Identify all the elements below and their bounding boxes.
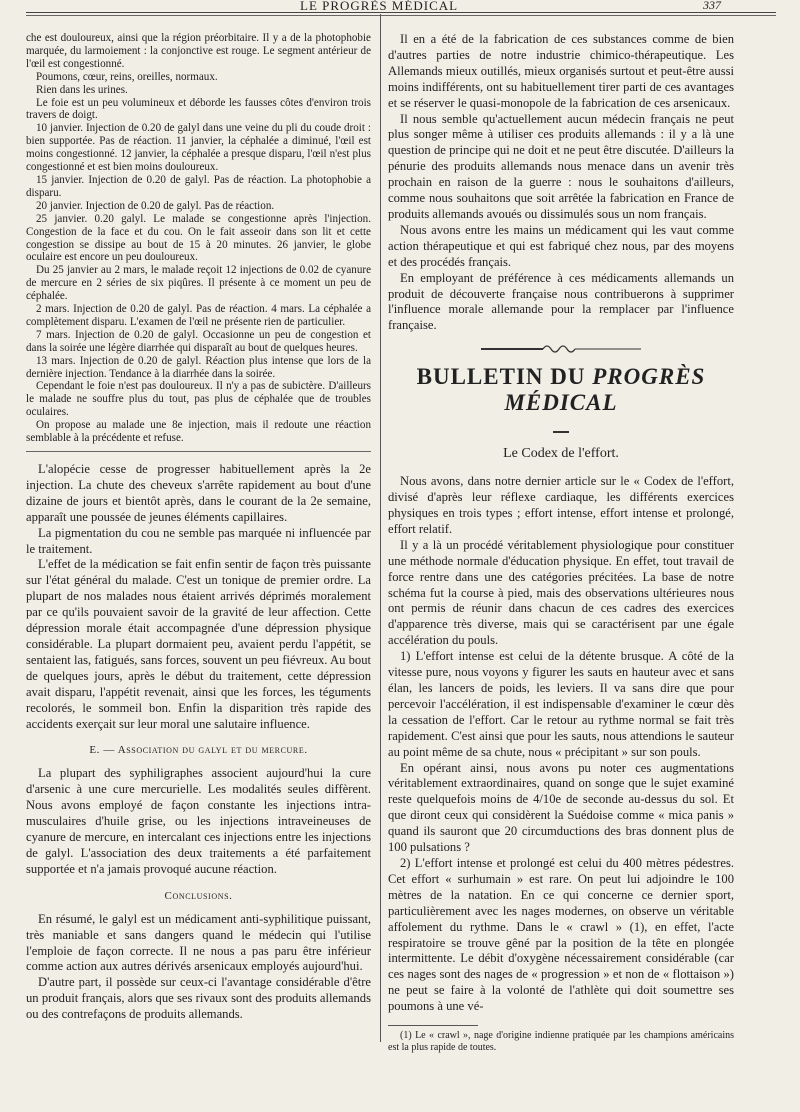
case-paragraph: che est douloureux, ainsi que la région préorbitaire. Il y a de la photophobie marquée, du larmoiement : la conjonctive est rouge. Le segment antérieur de l'œil est congestionné. <box>26 32 371 70</box>
case-paragraph: 7 mars. Injection de 0.20 de galyl. Occasionne un peu de congestion et dans la soirée une légère diarrhée qui disparaît au bout de quelques heures. <box>26 328 371 354</box>
bulletin-heading-italic: PROGRÈS MÉDICAL <box>504 364 706 416</box>
section-separator <box>26 451 371 452</box>
journal-title: LE PROGRÈS MÉDICAL <box>300 0 459 13</box>
bulletin-heading <box>388 364 734 416</box>
footnote: (1) Le « crawl », nage d'origine indienne pratiquée par les champions américains est la plus rapide de toutes. <box>388 1030 734 1054</box>
body-paragraph: Nous avons entre les mains un médicament qui les vaut comme action thérapeutique et qui est fabriqué chez nous, par des moyens et des procédés français. <box>388 222 734 269</box>
page-number: 337 <box>703 0 721 12</box>
ornamental-divider <box>388 334 734 364</box>
case-paragraph: 20 janvier. Injection de 0.20 de galyl. Pas de réaction. <box>36 199 275 212</box>
header-rule-secondary <box>26 15 776 16</box>
case-paragraph: Le foie est un peu volumineux et déborde les fausses côtes d'environ trois travers de doigt. <box>26 96 371 122</box>
right-column <box>388 32 734 1054</box>
conclusions-heading: Conclusions. <box>164 889 233 902</box>
right-top-text <box>388 32 734 334</box>
footnote-rule <box>388 1025 478 1026</box>
case-paragraph: 15 janvier. Injection de 0.20 de galyl. Pas de réaction. La photophobie a disparu. <box>26 173 371 199</box>
body-paragraph: En employant de préférence à ces médicaments allemands un produit de découverte française nous contribuerons à supprimer l'influence morale allemande pour la remplacer par l'influence française. <box>388 270 734 333</box>
heading-dash <box>388 420 734 438</box>
conclusions-text <box>26 912 371 1023</box>
body-paragraph: D'autre part, il possède sur ceux-ci l'avantage considérable d'être un produit français, alors que ses rivaux sont des produits allemands ou des contrefaçons de produits allemands. <box>26 975 371 1022</box>
body-paragraph: L'alopécie cesse de progresser habituellement après la 2e injection. La chute des cheveux s'arrête rapidement au bout d'une dizaine de jours et bientôt après, dans le courant de la 2e semaine, apparaît une poussée de jeunes éléments capillaires. <box>26 462 371 524</box>
body-paragraph: 2) L'effort intense et prolongé est celui du 400 mètres pédestres. Cet effort « surhumain » est rare. On peut lui adjoindre le 100 mètres de la natation. En ce qui concerne ce dernier sport, particulièrement avec les nages modernes, on observe un véritable affolement du rythme. Dans le « crawl » (1), en effet, l'acte respiratoire se trouve gêné par la position de la tête en plongée intermittente. Le débit d'oxygène nécessairement considérable (car ces nages sont des nages de « progression » et non de « flottaison ») ne peut se faire à la volonté de l'athlète qui doit soumettre ses poumons à une vé- <box>388 855 734 1014</box>
section-e-heading: E. — Association du galyl et du mercure. <box>89 744 308 757</box>
body-paragraph: Il nous semble qu'actuellement aucun médecin français ne peut plus songer même à utiliser ces produits allemands : il y a là une question de principe qui ne doit et ne peut être discutée. D'ailleurs la pénurie des produits allemands nous menace dans un avenir très prochain en raison de la guerre : nous le souhaitons d'ailleurs, comme nous souhaitons que soit arrêtée la fabrication en France de produits allemands avoués ou dissimulés sous un nom français. <box>388 111 734 221</box>
case-paragraph: Rien dans les urines. <box>36 83 128 96</box>
case-paragraph: 2 mars. Injection de 0.20 de galyl. Pas de réaction. 4 mars. La céphalée a complètement disparu. L'examen de l'œil ne présente rien de particulier. <box>26 303 371 328</box>
body-paragraph: Nous avons, dans notre dernier article sur le « Codex de l'effort, divisé d'après leur réflexe cardiaque, les différents exercices physiques en trois types ; effort intense, effort intense et prolongé, effort relatif. <box>388 474 734 536</box>
ornament-flourish-icon <box>481 343 641 355</box>
bulletin-heading-plain: BULLETIN DU <box>416 364 586 390</box>
body-paragraph: En résumé, le galyl est un médicament anti-syphilitique puissant, très maniable et sans dangers quand le médecin qui l'utilise l'emploie de façon correcte. Il ne nous a pas paru être inférieur comme action aux autres dérivés arsenicaux employés aujourd'hui. <box>26 911 371 974</box>
column-divider <box>380 14 381 1042</box>
case-observation <box>26 32 371 445</box>
case-paragraph: On propose au malade une 8e injection, mais il redoute une réaction semblable à la précédente et refuse. <box>26 419 371 445</box>
case-paragraph: 13 mars. Injection de 0.20 de galyl. Réaction plus intense que lors de la dernière injection. Tendance à la diarrhée dans la soirée. <box>26 354 371 380</box>
case-paragraph: 25 janvier. 0.20 galyl. Le malade se congestionne après l'injection. Congestion de la face et du cou. On le fait asseoir dans son lit et cette congestion se dissipe au bout de 15 à 20 minutes. 26 janvier, le globe oculaire est encore un peu douloureux. <box>26 212 371 264</box>
section-e-text <box>26 766 371 877</box>
case-paragraph: 10 janvier. Injection de 0.20 de galyl dans une veine du pli du coude droit : bien supportée. Pas de réaction. 11 janvier, la céphalée a diminué, l'œil est moins congestionné. 12 janvier, la céphalée a presque disparu, l'œil n'est plus congestionné et est bien moins douloureux. <box>26 122 371 174</box>
body-paragraph: L'effet de la médication se fait enfin sentir de façon très puissante sur l'état général du malade. C'est un tonique de premier ordre. La plupart de nos malades nous étaient arrivés déprimés moralement par ce qu'ils pouvaient savoir de la gravité de leur affection. Cette dépression morale était accompagnée d'une dépression physique considérable. La plupart dormaient peu, avaient perdu l'appétit, se sentaient las, fatigués, sans forces, souvent un peu fiévreux. Au bout de quelques jours, après le début du traitement, cette dépression avait disparu, l'appétit revenait, ainsi que les forces, les téguments recolorés, le sommeil bon. Enfin la disparition très rapide des accidents exerçait sur leur moral une salutaire influence. <box>26 557 371 731</box>
body-paragraph: 1) L'effort intense est celui de la détente brusque. A côté de la vitesse pure, nous voyons y figurer les sauts en hauteur avec et sans élan, les lancers de poids, les leviers. Il va sans dire que pour percevoir l'accélération, il est indispensable d'examiner le cœur dès la cessation de l'effort. Car le retour au rythme normal se fait très rapidement. C'est ainsi que pour les sauts, nous attendions le sauteur au point même de sa chute, nous « précipitant » sur son pouls. <box>388 649 734 759</box>
body-paragraph: Il y a là un procédé véritablement physiologique pour constituer une méthode normale d'éducation physique. En effet, tout travail de force rentre dans une des catégories précitées. La base de notre schéma fut la course à pied, mais des observations ultérieures nous ont permis de réunir dans chacun de ces cadres des exercices d'apparence très diverse, mais qui se caractérisent par une égale accélération du pouls. <box>388 537 734 648</box>
article-title: Le Codex de l'effort. <box>503 446 619 462</box>
header-rule <box>26 12 776 13</box>
article-text <box>388 474 734 1015</box>
case-paragraph: Cependant le foie n'est pas douloureux. Il n'y a pas de subictère. D'ailleurs le malade ne souffre plus du tout, pas plus de céphalée que de troubles oculaires. <box>26 380 371 419</box>
case-paragraph: Poumons, cœur, reins, oreilles, normaux. <box>36 70 218 83</box>
body-paragraph: En opérant ainsi, nous avons pu noter ces augmentations véritablement extraordinaires, quand on songe que le sujet examiné reste quelquefois moins de 4/10e de seconde au-dessus du sol. Et que diront ceux qui considèrent la Suédoise comme « mica panis » quand ils sauront que 20 circumductions des bras donnent plus de 100 pulsations ? <box>388 760 734 855</box>
body-paragraph: Il en a été de la fabrication de ces substances comme de bien d'autres parties de notre industrie chimico-thérapeutique. Les Allemands mieux outillés, mieux organisés surtout et peut-être aussi moins indifférents, ont su habituellement tirer parti de ces avantages et se réserver le quasi-monopole de la fabrication de ces arsenicaux. <box>388 32 734 110</box>
case-paragraph: Du 25 janvier au 2 mars, le malade reçoit 12 injections de 0.02 de cyanure de mercure en 2 séries de six piqûres. Il présente à ce moment un peu de céphalée. <box>26 264 371 303</box>
left-body-text <box>26 462 371 732</box>
left-column <box>26 32 371 1023</box>
body-paragraph: La plupart des syphiligraphes associent aujourd'hui la cure d'arsenic à une cure mercurielle. Les modalités seules diffèrent. Nous avons employé de façon constante les injections intra-musculaires d'huile grise, ou les injections intraveineuses de cyanure de mercure, en intercalant ces injections entre les injections de galyl. L'association des deux traitements a été parfaitement supportée et n'a jamais provoqué aucune réaction. <box>26 766 371 876</box>
body-paragraph: La pigmentation du cou ne semble pas marquée ni influencée par le traitement. <box>26 525 371 556</box>
